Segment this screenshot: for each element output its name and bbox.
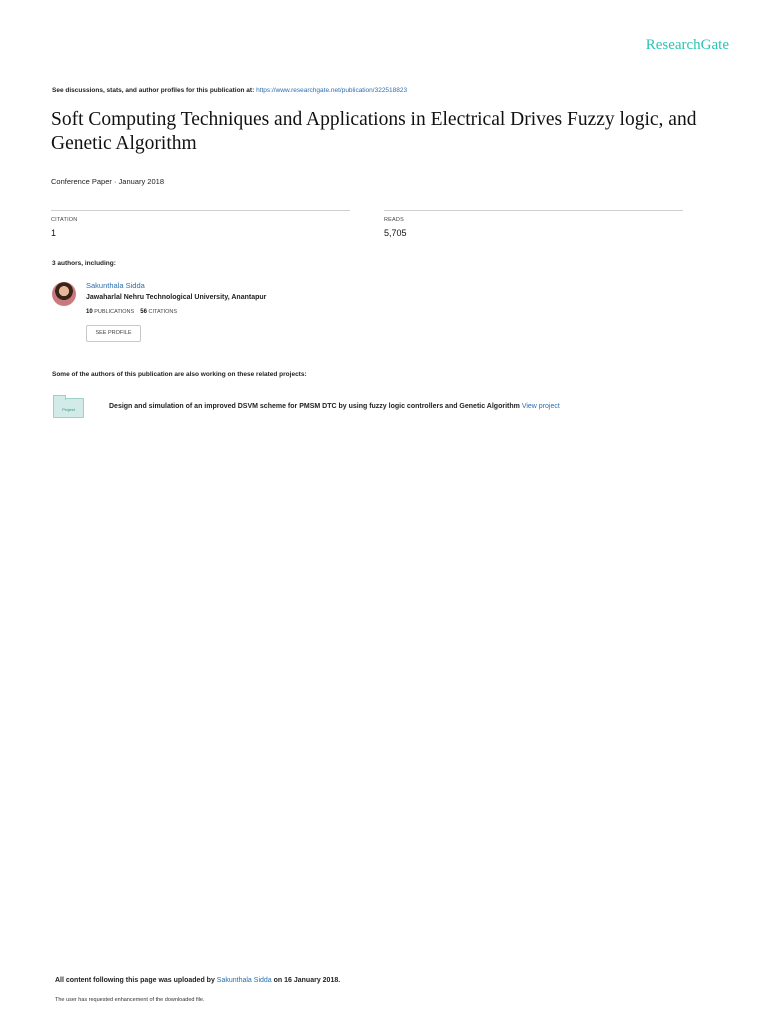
publication-url-link[interactable]: https://www.researchgate.net/publication/322518823: [256, 87, 408, 94]
author-institution: Jawaharlal Nehru Technological University, Anantapur: [86, 294, 267, 301]
publication-meta: Conference Paper · January 2018: [51, 177, 164, 186]
citation-divider: [51, 210, 350, 211]
citation-value: 1: [51, 228, 57, 238]
projects-heading: Some of the authors of this publication are also working on these related projects:: [52, 371, 307, 378]
upload-prefix: All content following this page was uploaded by: [55, 977, 215, 984]
see-profile-button[interactable]: SEE PROFILE: [86, 325, 141, 342]
discussions-line: [52, 87, 407, 94]
reads-value: 5,705: [384, 228, 407, 238]
discussions-text: See discussions, stats, and author profiles for this publication at:: [52, 87, 255, 94]
uploader-link[interactable]: Sakunthala Sidda: [216, 977, 272, 984]
author-stats: [86, 309, 177, 315]
project-badge: Project: [62, 407, 75, 412]
view-project-link[interactable]: View project: [521, 403, 560, 410]
author-publications-label: PUBLICATIONS: [94, 309, 135, 315]
author-publications-count: 10: [86, 309, 93, 315]
citation-label: CITATION: [51, 217, 78, 223]
project-folder-icon: [53, 398, 84, 418]
authors-heading: 3 authors, including:: [52, 260, 116, 267]
upload-note: [55, 977, 340, 984]
publication-title: Soft Computing Techniques and Applications in Electrical Drives Fuzzy logic, and Genetic Algorithm: [51, 109, 697, 154]
researchgate-logo[interactable]: ResearchGate: [645, 37, 729, 53]
reads-label: READS: [384, 217, 404, 223]
project-title: Design and simulation of an improved DSVM scheme for PMSM DTC by using fuzzy logic controllers and Genetic Algorithm: [109, 403, 520, 410]
reads-divider: [384, 210, 683, 211]
upload-suffix: on 16 January 2018.: [273, 977, 341, 984]
project-entry: [109, 403, 560, 410]
enhancement-note: The user has requested enhancement of the downloaded file.: [55, 997, 205, 1003]
author-name-link[interactable]: Sakunthala Sidda: [86, 281, 145, 290]
author-citations-label: CITATIONS: [148, 309, 178, 315]
author-avatar[interactable]: [52, 282, 76, 306]
author-citations-count: 56: [140, 309, 147, 315]
